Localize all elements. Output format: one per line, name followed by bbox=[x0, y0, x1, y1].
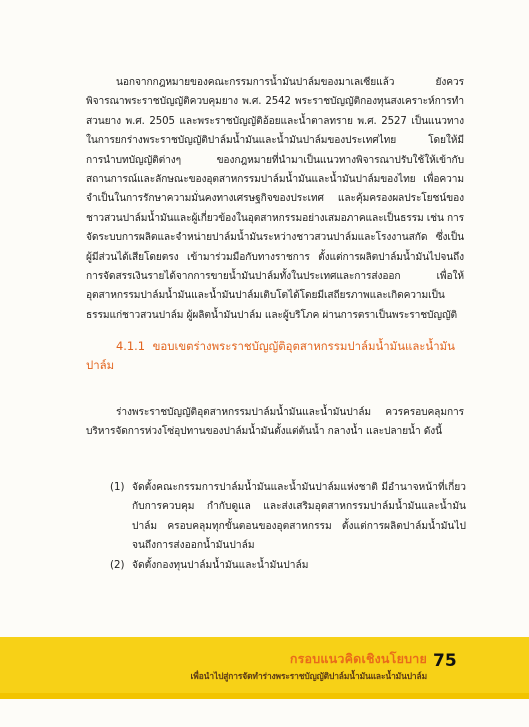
intro-paragraph: นอกจากกฎหมายของคณะกรรมการน้ำมันปาล์มของมาเลเซียแล้ว ยังควรพิจารณาพระราชบัญญัติควบคุมยาง พ.ศ. 2542 พระราชบัญญัติกองทุนสงเคราะห์การทำสวนยาง พ.ศ. 2505 และพระราชบัญญัติอ้อยและน้ำตาลทราย พ.ศ. 2527 เป็นแนวทางในการยกร่างพระราชบัญญัติปาล์มน้ำมันและน้ำมันปาล์มของประเทศไทย โดยให้มีการนำบทบัญญัติต่างๆ ของกฎหมายที่นำมาเป็นแนวทางพิจารณาปรับใช้ให้เข้ากับสถานการณ์และลักษณะของอุตสาหกรรมปาล์มน้ำมันและน้ำมันปาล์มของไทย เพื่อความจำเป็นในการรักษาความมั่นคงทางเศรษฐกิจของประเทศ และคุ้มครองผลประโยชน์ของชาวสวนปาล์มน้ำมันและผู้เกี่ยวข้องในอุตสาหกรรมอย่างเสมอภาคและเป็นธรรม เช่น การจัดระบบการผลิตและจำหน่ายปาล์มน้ำมันระหว่างชาวสวนปาล์มและโรงงานสกัด ซึ่งเป็นผู้มีส่วนได้เสียโดยตรง เข้ามาร่วมมือกับทางราชการ ตั้งแต่การผลิตปาล์มน้ำมันไปจนถึงการจัดสรรเงินรายได้จากการขายน้ำมันปาล์มทั้งในประเทศและการส่งออก เพื่อให้อุตสาหกรรมปาล์มน้ำมันและน้ำมันปาล์มเติบโตได้โดยมีเสถียรภาพและเกิดความเป็นธรรมแก่ชาวสวนปาล์ม ผู้ผลิตน้ำมันปาล์ม และผู้บริโภค ผ่านการตราเป็นพระราชบัญญัติ bbox=[86, 77, 465, 321]
section-number: 4.1.1 bbox=[116, 339, 145, 353]
list-item bbox=[110, 478, 466, 556]
section-title: ขอบเขตร่างพระราชบัญญัติอุตสาหกรรมปาล์มน้ำมันและน้ำมันปาล์ม bbox=[86, 339, 455, 372]
footer-subtitle: เพื่อนำไปสู่การจัดทำร่างพระราชบัญญัติปาล์มน้ำมันและน้ำมันปาล์ม bbox=[190, 671, 427, 681]
page-number: 75 bbox=[433, 651, 457, 671]
section-paragraph-block bbox=[86, 403, 464, 442]
list-item-text: จัดตั้งคณะกรรมการปาล์มน้ำมันและน้ำมันปาล์มแห่งชาติ มีอำนาจหน้าที่เกี่ยวกับการควบคุม กำกับดูแล และส่งเสริมอุตสาหกรรมปาล์มน้ำมันและน้ำมันปาล์ม ครอบคลุมทุกขั้นตอนของอุตสาหกรรม ตั้งแต่การผลิตปาล์มน้ำมันไปจนถึงการส่งออกน้ำมันปาล์ม bbox=[132, 482, 466, 552]
list-item-text: จัดตั้งกองทุนปาล์มน้ำมันและน้ำมันปาล์ม bbox=[132, 559, 309, 571]
list-marker: (2) bbox=[110, 559, 125, 571]
list-item bbox=[110, 556, 466, 575]
list-marker: (1) bbox=[110, 482, 125, 493]
footer-title: กรอบแนวคิดเชิงนโยบาย bbox=[289, 651, 427, 666]
intro-paragraph-block bbox=[86, 73, 464, 325]
section-paragraph: ร่างพระราชบัญญัติอุตสาหกรรมปาล์มน้ำมันและน้ำมันปาล์ม ควรครอบคลุมการบริหารจัดการห่วงโซ่อุปทานของปาล์มน้ำมันตั้งแต่ต้นน้ำ กลางน้ำ และปลายน้ำ ดังนี้ bbox=[86, 407, 464, 438]
section-heading bbox=[86, 337, 464, 375]
provision-list bbox=[110, 478, 466, 575]
